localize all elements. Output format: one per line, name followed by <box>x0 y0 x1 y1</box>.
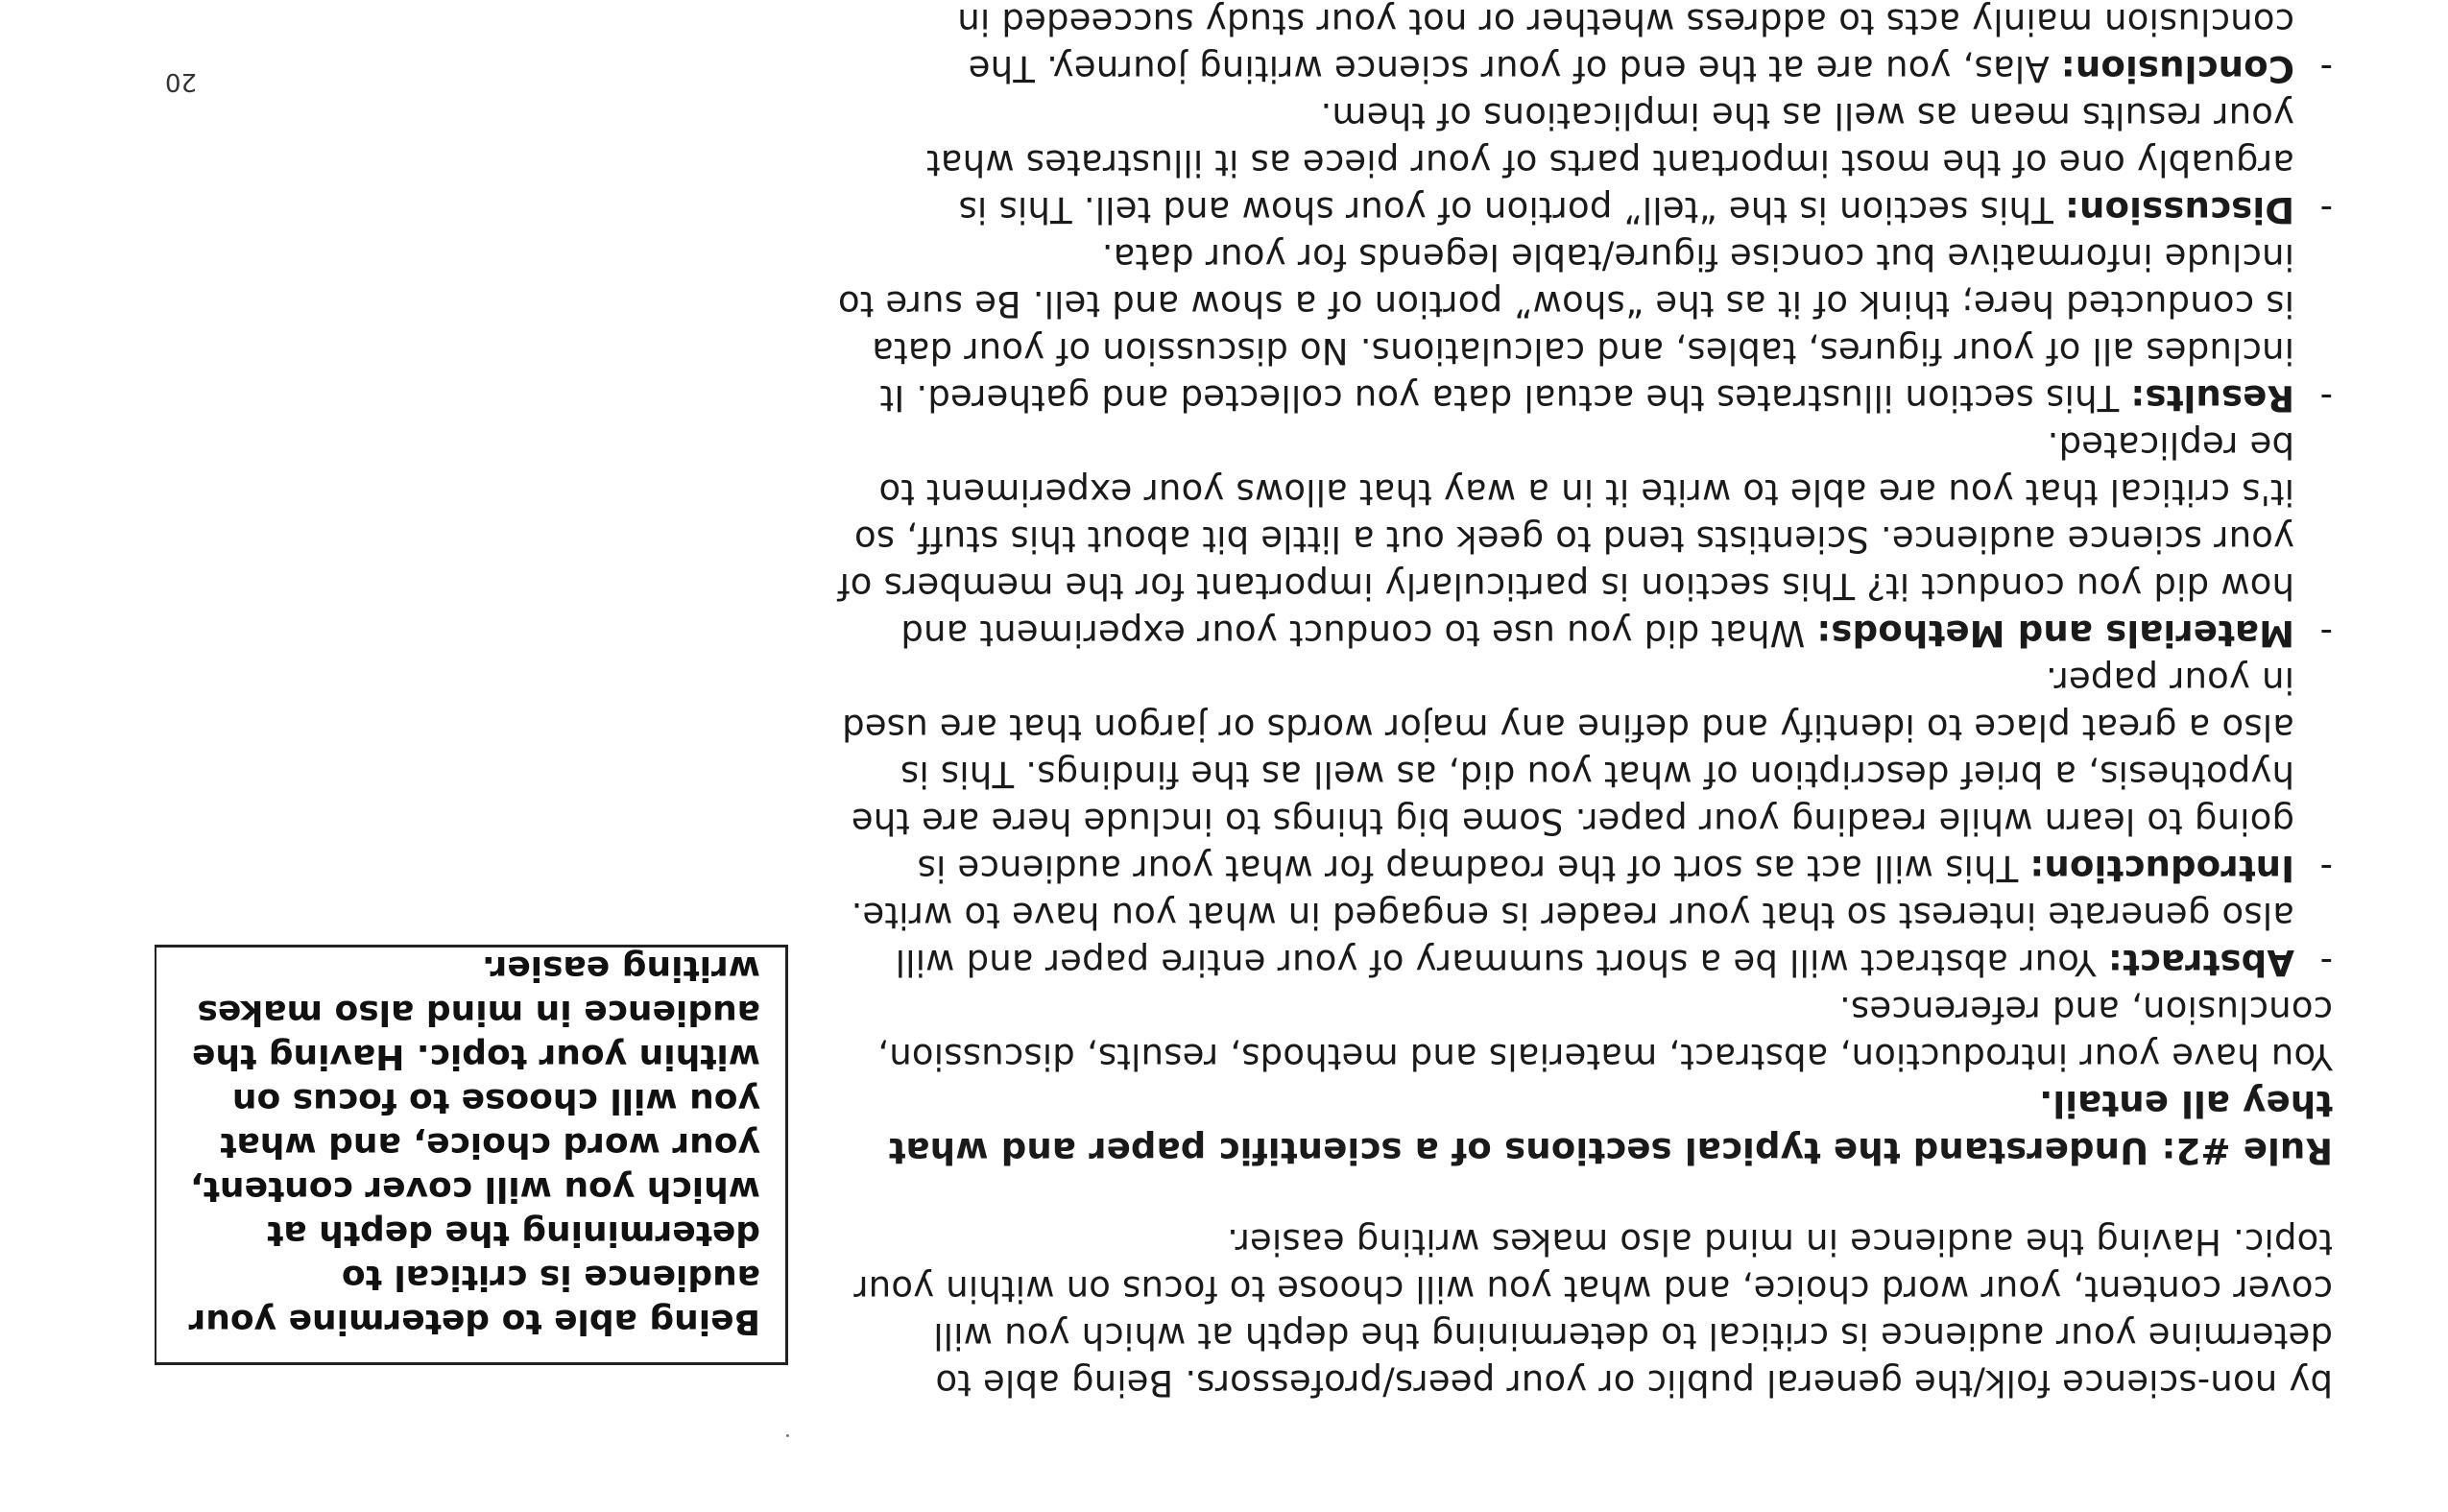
section-term: Results: <box>2130 377 2294 419</box>
section-term: Conclusion: <box>2060 48 2294 89</box>
intro-paragraph: by non-science folk/the general public or your peers/professors. Being able to determine your audience is critical to determining the depth at which you will cover content, your word choice, and what you will choose to focus on within your topic. Having the audience in mind also makes writing easier. <box>853 1221 2333 1404</box>
section-description: This section is the “tell” portion of your show and tell. This is arguably one of the most important parts of your piece as it illustrates what your results mean as well as the implications of them. <box>925 95 2294 230</box>
rule-intro: You have your introduction, abstract, materials and methods, results, discussion, conclusion, and references. <box>877 989 2333 1077</box>
section-description: Your abstract will be a short summary of your entire paper and will also generate interest so that your reader is engaged in what you have to write. <box>851 895 2294 983</box>
section-description: What did you use to conduct your experiment and how did you conduct it? This section is particularly important for the members of your science audience. Scientists tend to geek out a little bit about this stuff, so it's critical that you are able to write it in a way that allows your experiment to be replicated. <box>837 424 2294 654</box>
pull-quote-text: Being able to determine your audience is critical to determining the depth at which you will cover content, your word choice, and what you will choose to focus on within your topic. Having the audience in mind also makes writing easier. <box>188 948 760 1341</box>
section-term: Materials and Methods: <box>1816 612 2294 654</box>
list-item-materials-and-methods <box>835 421 2333 657</box>
list-dash: - <box>2319 942 2333 983</box>
section-description: This section illustrates the actual data you collected and gathered. It includes all of your figures, tables, and calculations. No discussion of your data is conducted here; think of it as the “show” portion of a show and tell. Be sure to include informative but concise figure/table legends for your data. <box>837 236 2294 419</box>
section-description: Alas, you are at the end of your science writing journey. The conclusion mainly acts to address whether or not your study succeeded in <box>957 1 2294 89</box>
list-dash: - <box>2319 612 2333 654</box>
list-dash: - <box>2319 848 2333 889</box>
rule-heading: Rule #2: Understand the typical sections of a scientific paper and what they all entail. <box>888 1083 2333 1171</box>
list-dash: - <box>2319 189 2333 230</box>
pull-quote-box <box>155 945 788 1365</box>
section-description: This will act as sort of the roadmap for what your audience is going to learn while reading your paper. Some big things to include here are the hypothesis, a brief description of what you did, as well as the findings. This is also a great place to identify and define any major words or jargon that are used in your paper. <box>841 660 2294 889</box>
list-item-conclusion <box>835 0 2333 92</box>
list-item-introduction <box>835 657 2333 892</box>
main-text-column <box>835 0 2333 1406</box>
scan-speck <box>786 1434 789 1437</box>
list-item-results <box>835 233 2333 421</box>
sections-list <box>835 0 2333 986</box>
list-dash: - <box>2319 377 2333 419</box>
section-term: Discussion: <box>2064 189 2294 230</box>
list-item-abstract <box>835 892 2333 986</box>
section-term: Introduction: <box>2029 848 2294 889</box>
page-number: 20 <box>164 67 197 96</box>
section-term: Abstract: <box>2107 942 2294 983</box>
list-item-discussion <box>835 92 2333 233</box>
list-dash: - <box>2319 48 2333 89</box>
